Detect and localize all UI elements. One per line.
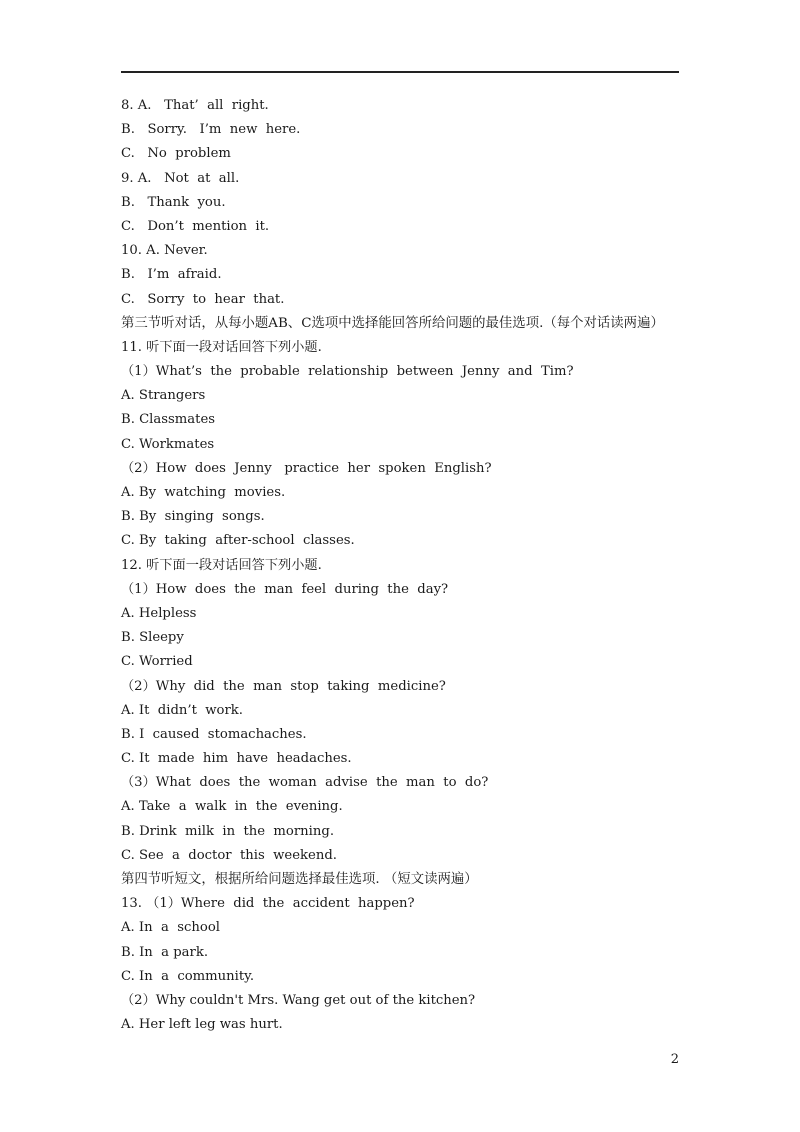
text-line: A. Helpless <box>121 605 197 621</box>
text-line: B. Sorry. I’m new here. <box>121 122 301 138</box>
text-line: B. I caused stomachaches. <box>121 726 307 742</box>
question-text: （3）What does the woman advise the man to do? <box>121 775 489 791</box>
text-line: B. Classmates <box>121 412 216 428</box>
question-text: （1）How does the man feel during the day? <box>121 581 449 597</box>
question-text: （1）What’s the probable relationship between Jenny and Tim? <box>121 364 574 380</box>
page-number: 2 <box>670 1052 679 1067</box>
document-body <box>121 94 681 1037</box>
text-line: A. Her left leg was hurt. <box>121 1017 283 1033</box>
text-line: B. Sleepy <box>121 630 184 646</box>
text-line: A. It didn’t work. <box>121 702 243 718</box>
question-heading: 12. 听下面一段对话回答下列小题. <box>121 557 322 573</box>
text-line: C. Workmates <box>121 436 215 452</box>
text-line: B. Drink milk in the morning. <box>121 823 335 839</box>
text-line: 9. A. Not at all. <box>121 170 240 186</box>
text-line: B. I’m afraid. <box>121 267 222 283</box>
text-line: A. By watching movies. <box>121 485 286 500</box>
question-text: （2）Why did the man stop taking medicine? <box>121 678 446 694</box>
text-line: B. In a park. <box>121 944 209 960</box>
text-line: C. In a community. <box>121 968 255 984</box>
section-heading: 第三节听对话，从每小题AB、C选项中选择能回答所给问题的最佳选项.（每个对话读两遍） <box>121 315 664 331</box>
text-line: C. No problem <box>121 146 231 162</box>
question-text: （2）How does Jenny practice her spoken English? <box>121 460 492 476</box>
question-text: 13. （1）Where did the accident happen? <box>121 896 415 912</box>
text-line: A. Strangers <box>121 388 206 404</box>
header-rule <box>121 71 679 73</box>
text-line: B. By singing songs. <box>121 509 265 525</box>
text-line: C. Don’t mention it. <box>121 218 270 234</box>
question-heading: 11. 听下面一段对话回答下列小题. <box>121 339 322 355</box>
text-line: A. Take a walk in the evening. <box>121 799 343 815</box>
text-line: A. In a school <box>121 920 220 936</box>
text-line: C. It made him have headaches. <box>121 751 352 767</box>
text-line: C. See a doctor this weekend. <box>121 847 337 863</box>
section-heading: 第四节听短文，根据所给问题选择最佳选项. （短文读两遍） <box>121 872 478 887</box>
text-line: C. By taking after-school classes. <box>121 533 355 549</box>
text-line: C. Worried <box>121 654 193 670</box>
text-line: C. Sorry to hear that. <box>121 291 285 307</box>
text-line: 10. A. Never. <box>121 243 208 259</box>
question-text: （2）Why couldn't Mrs. Wang get out of the kitchen? <box>121 992 476 1008</box>
text-line: B. Thank you. <box>121 194 226 210</box>
text-line: 8. A. That’ all right. <box>121 98 269 113</box>
